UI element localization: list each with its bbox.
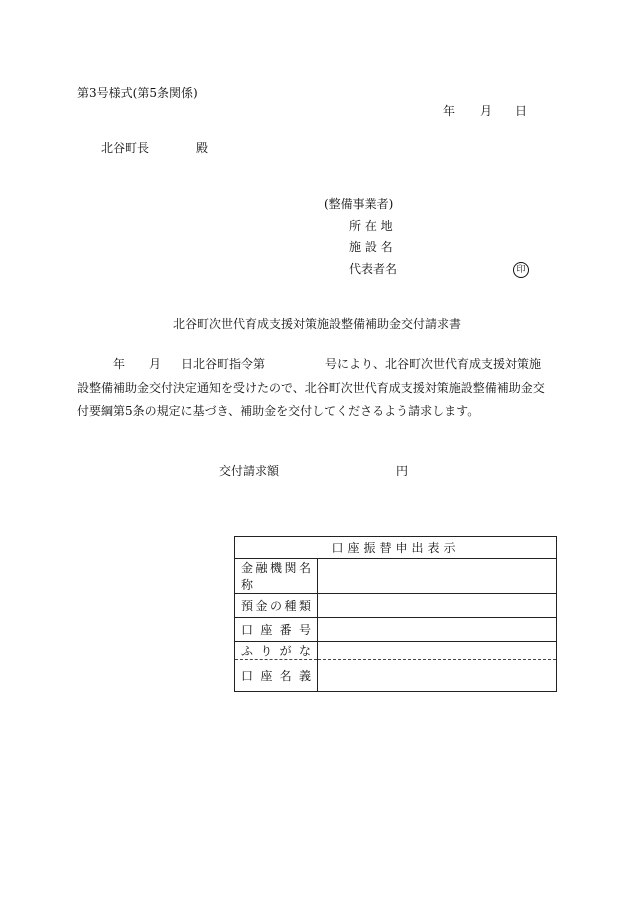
furigana-field[interactable]	[318, 642, 557, 660]
bank-name-field[interactable]	[318, 559, 557, 594]
addressee-name: 北谷町長	[101, 141, 150, 155]
account-table-header: 口座振替申出表示	[235, 537, 557, 559]
body-month: 月	[149, 357, 162, 371]
addressee-honorific: 殿	[196, 141, 209, 155]
deposit-type-field[interactable]	[318, 594, 557, 618]
seal-mark: 印	[513, 262, 529, 278]
account-holder-field[interactable]	[318, 660, 557, 692]
applicant-heading: (整備事業者)	[324, 197, 394, 211]
account-number-label: 口座番号	[235, 618, 318, 642]
body-text: 日北谷町指令第 号により、北谷町次世代育成支援対策施設整備補助金交付決定通知を受けたので、北谷町次世代育成支援対策施設整備補助金交付要綱第5条の規定に基づき、補助金を交付してくださるよう請求します。	[77, 357, 545, 418]
date-day: 日	[515, 104, 528, 118]
amount-unit: 円	[396, 464, 409, 478]
body-year: 年	[113, 357, 126, 371]
date-year: 年	[443, 104, 456, 118]
amount-label: 交付請求額	[219, 464, 280, 478]
facility-label: 施 設 名	[349, 240, 393, 254]
account-number-field[interactable]	[318, 618, 557, 642]
representative-label: 代表者名	[349, 262, 398, 276]
body-paragraph	[77, 353, 549, 424]
furigana-label: ふりがな	[235, 642, 318, 660]
bank-name-label: 金融機関名称	[235, 559, 318, 594]
deposit-type-label: 預金の種類	[235, 594, 318, 618]
date-month: 月	[480, 104, 493, 118]
document-title: 北谷町次世代育成支援対策施設整備補助金交付請求書	[173, 317, 462, 331]
account-transfer-table	[234, 536, 557, 692]
address-label: 所 在 地	[349, 219, 393, 233]
account-holder-label: 口座名義	[235, 660, 318, 692]
form-number: 第3号様式(第5条関係)	[77, 86, 198, 100]
